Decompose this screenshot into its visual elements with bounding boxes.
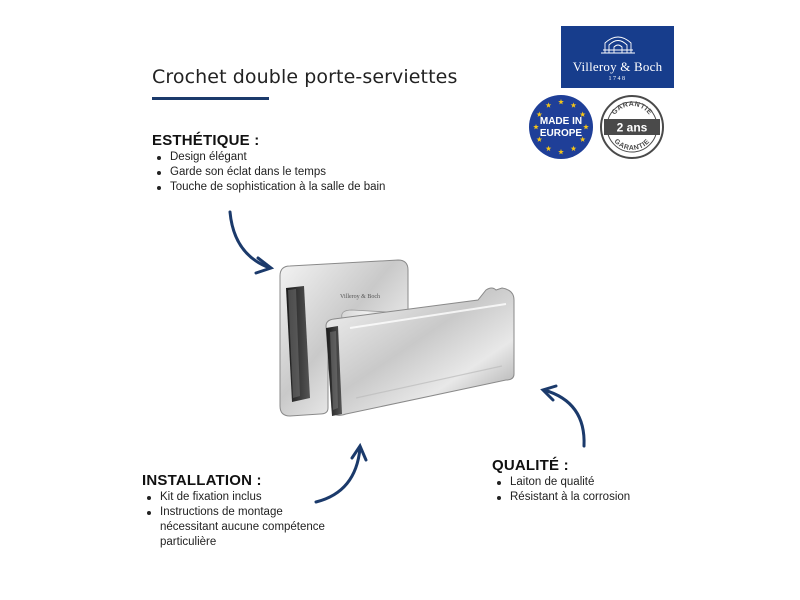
arrow-qualite-head-icon — [543, 386, 556, 400]
guarantee-top-text: GARANTIE — [610, 100, 654, 117]
qualite-heading: QUALITÉ : — [492, 457, 569, 474]
list-item: Design élégant — [152, 150, 385, 165]
qualite-list — [492, 475, 630, 505]
esthetique-heading: ESTHÉTIQUE : — [152, 132, 260, 149]
brand-name: Villeroy & Boch — [572, 59, 663, 74]
page-title: Crochet double porte-serviettes — [152, 66, 458, 88]
brand-logo — [561, 26, 674, 88]
brand-crest-icon — [597, 33, 639, 55]
guarantee-value: 2 ans — [616, 120, 648, 135]
guarantee-badge — [599, 94, 665, 160]
eu-badge-line1: MADE IN — [539, 116, 583, 127]
arrow-esthetique — [230, 212, 270, 268]
arrow-qualite — [544, 390, 584, 446]
arrow-esthetique-head-icon — [256, 258, 271, 273]
installation-list — [142, 490, 342, 550]
list-item: Garde son éclat dans le temps — [152, 165, 385, 180]
title-underline — [152, 97, 269, 100]
brand-year: 1748 — [608, 76, 627, 82]
list-item: Laiton de qualité — [492, 475, 630, 490]
eu-badge-line2: EUROPE — [539, 128, 583, 139]
made-in-europe-badge — [528, 94, 594, 160]
list-item: Kit de fixation inclus — [142, 490, 342, 505]
product-engraving: Villeroy & Boch — [340, 294, 380, 300]
arrow-installation-head-icon — [352, 446, 366, 460]
list-item: Résistant à la corrosion — [492, 490, 630, 505]
installation-heading: INSTALLATION : — [142, 472, 262, 489]
product-towel-hook-image — [270, 248, 530, 428]
guarantee-bottom-text: GARANTIE — [612, 138, 652, 153]
list-item: Instructions de montage nécessitant aucune compétence particulière — [142, 505, 342, 550]
list-item: Touche de sophistication à la salle de bain — [152, 180, 385, 195]
esthetique-list — [152, 150, 385, 195]
